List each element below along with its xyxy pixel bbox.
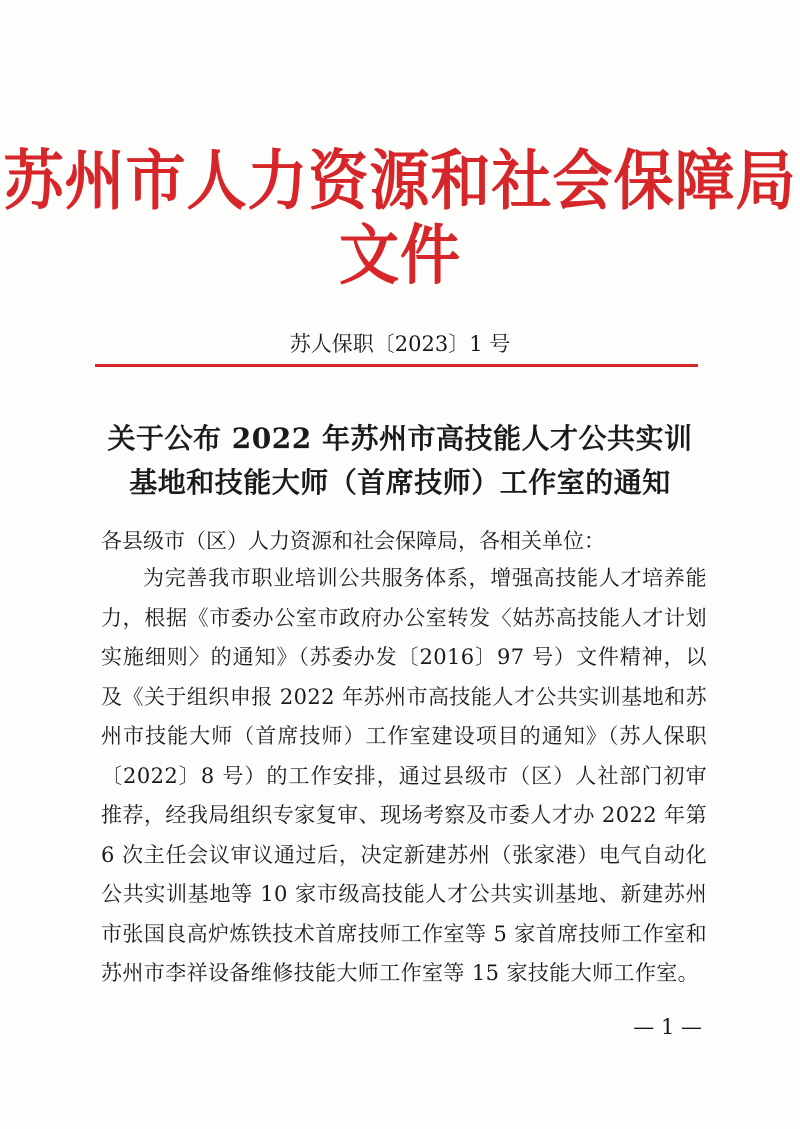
notice-title xyxy=(60,417,740,505)
body-paragraph: 为完善我市职业培训公共服务体系，增强高技能人才培养能力，根据《市委办公室市政府办公室转发〈姑苏高技能人才计划实施细则〉的通知》（苏委办发〔2016〕97 号）文件精神，以及《关于组织申报 2022 年苏州市高技能人才公共实训基地和苏州市技能大师（首席技师）工作室建设项目的通知》（苏人保职〔2022〕8 号）的工作安排，通过县级市（区）人社部门初审推荐，经我局组织专家复审、现场考察及市委人才办 2022 年第 6 次主任会议审议通过后，决定新建苏州（张家港）电气自动化公共实训基地等 10 家市级高技能人才公共实训基地、新建苏州市张国良高炉炼铁技术首席技师工作室等 5 家首席技师工作室和苏州市李祥设备维修技能大师工作室等 15 家技能大师工作室。 xyxy=(101,566,707,985)
notice-title-line-1: 关于公布 2022 年苏州市高技能人才公共实训 xyxy=(107,422,693,455)
issuing-authority-header: 苏州市人力资源和社会保障局文件 xyxy=(3,143,797,294)
red-divider-line xyxy=(95,364,698,367)
salutation: 各县级市（区）人力资源和社会保障局，各相关单位： xyxy=(101,529,605,553)
page-number: — 1 — xyxy=(633,1015,702,1039)
document-number: 苏人保职〔2023〕1 号 xyxy=(289,332,511,356)
notice-title-line-2: 基地和技能大师（首席技师）工作室的通知 xyxy=(129,466,671,499)
